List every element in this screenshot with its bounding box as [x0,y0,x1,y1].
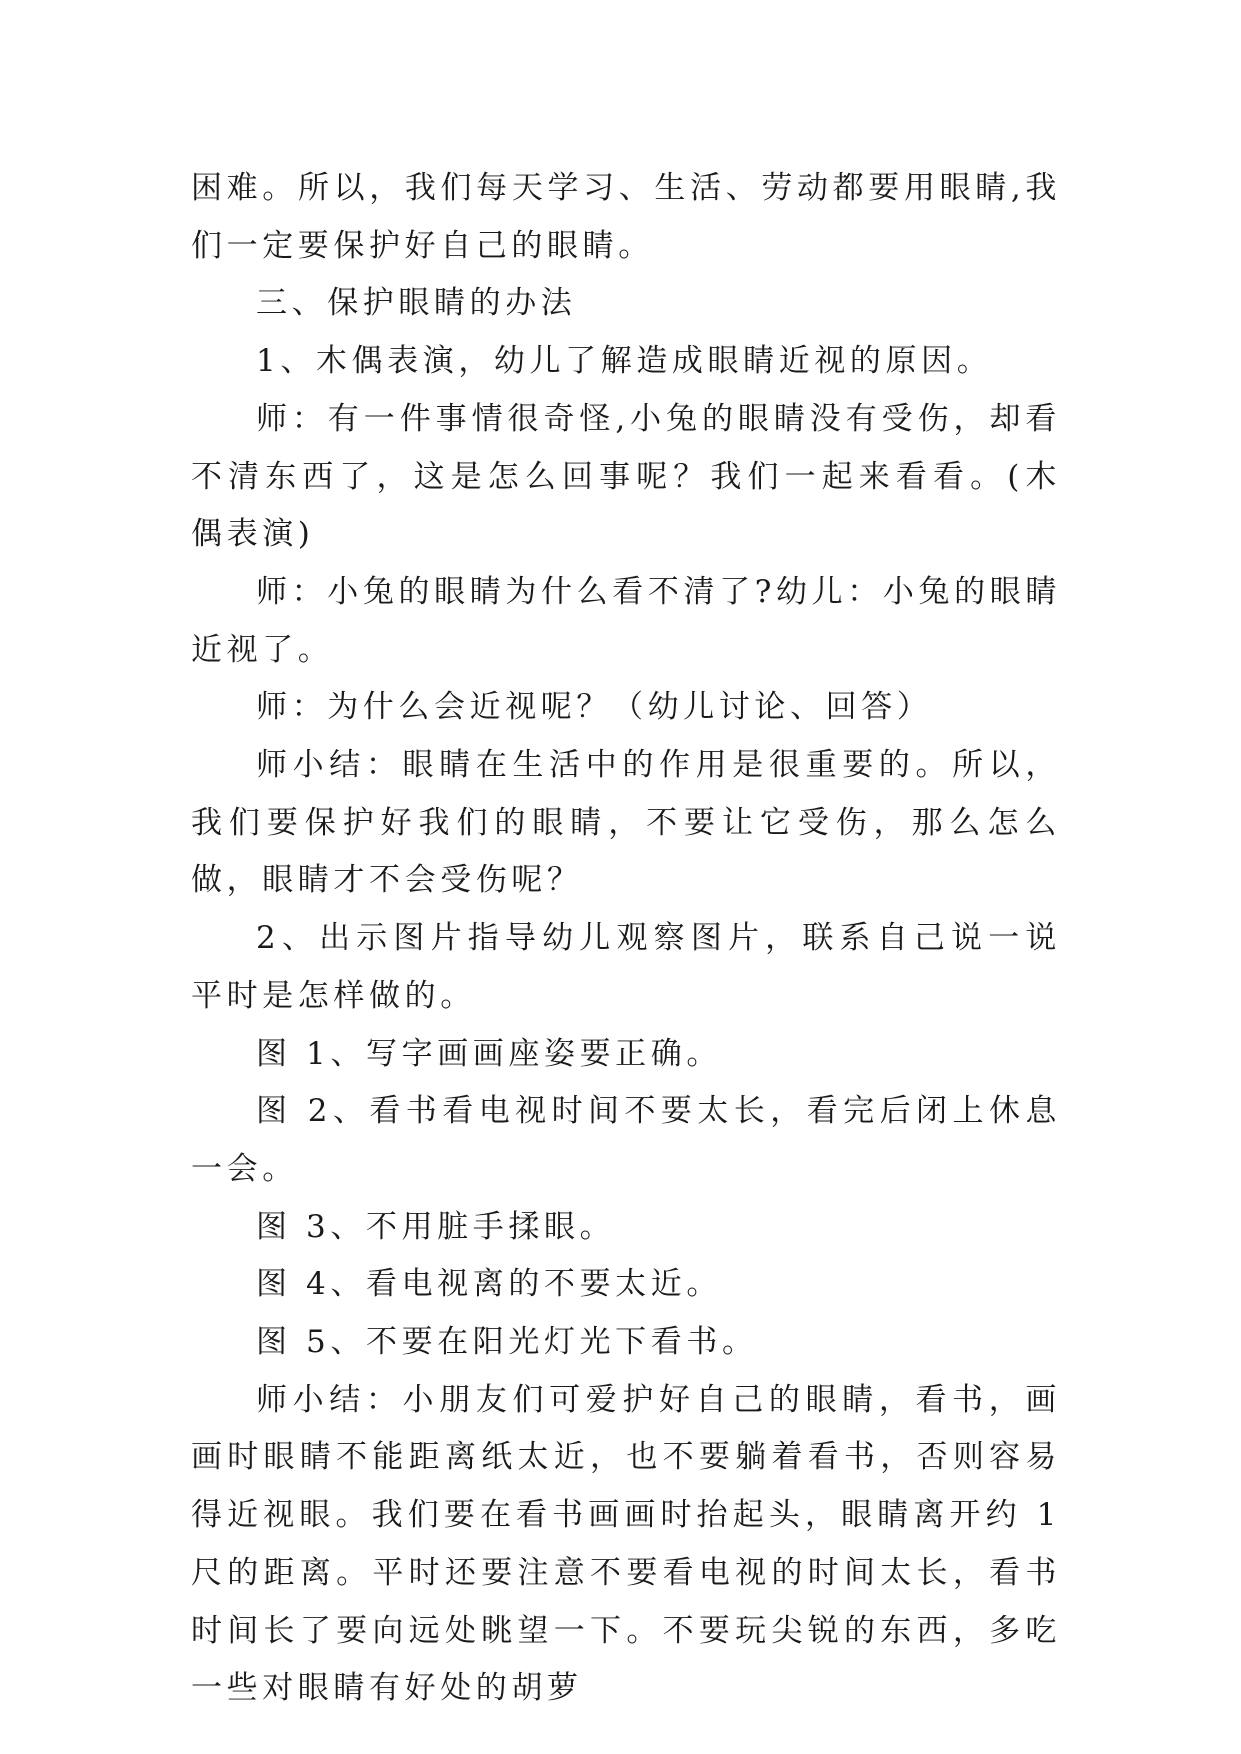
paragraph-teacher-question-3: 师：为什么会近视呢？（幼儿讨论、回答） [256,689,933,726]
list-item-picture-5: 图 5、不要在阳光灯光下看书。 [256,1324,758,1361]
paragraph-teacher-summary-2: 师小结：小朋友们可爱护好自己的眼睛，看书，画画时眼睛不能距离纸太近，也不要躺着看书，否则容易得近视眼。我们要在看书画画时抬起头，眼睛离开约 1 尺的距离。平时还要注意不要看电视的时间太长，看书时间长了要向远处眺望一下。不要玩尖锐的东西，多吃一些对眼睛有好处的胡萝 [191,1381,1061,1707]
paragraph-teacher-question-1: 师：有一件事情很奇怪,小兔的眼睛没有受伤，却看不清东西了，这是怎么回事呢？我们一起来看看。(木偶表演) [191,400,1061,553]
list-item-picture-1: 图 1、写字画画座姿要正确。 [256,1035,722,1072]
paragraph-continuation: 困难。所以，我们每天学习、生活、劳动都要用眼睛,我们一定要保护好自己的眼睛。 [191,170,1061,264]
paragraph-teacher-question-2: 师：小兔的眼睛为什么看不清了?幼儿：小兔的眼睛近视了。 [191,573,1061,668]
paragraph-teacher-summary-1: 师小结：眼睛在生活中的作用是很重要的。所以，我们要保护好我们的眼睛，不要让它受伤，那么怎么做，眼睛才不会受伤呢？ [191,747,1061,899]
paragraph-puppet-show: 1、木偶表演，幼儿了解造成眼睛近视的原因。 [256,343,993,380]
list-item-picture-2: 图 2、看书看电视时间不要太长，看完后闭上休息一会。 [191,1093,1061,1187]
paragraph-show-pictures: 2、出示图片指导幼儿观察图片，联系自己说一说平时是怎样做的。 [191,920,1061,1014]
list-item-picture-3: 图 3、不用脏手揉眼。 [256,1208,616,1245]
document-body [191,160,1061,1718]
section-heading-protect-eyes-methods: 三、保护眼睛的办法 [256,285,577,322]
list-item-picture-4: 图 4、看电视离的不要太近。 [256,1266,722,1303]
